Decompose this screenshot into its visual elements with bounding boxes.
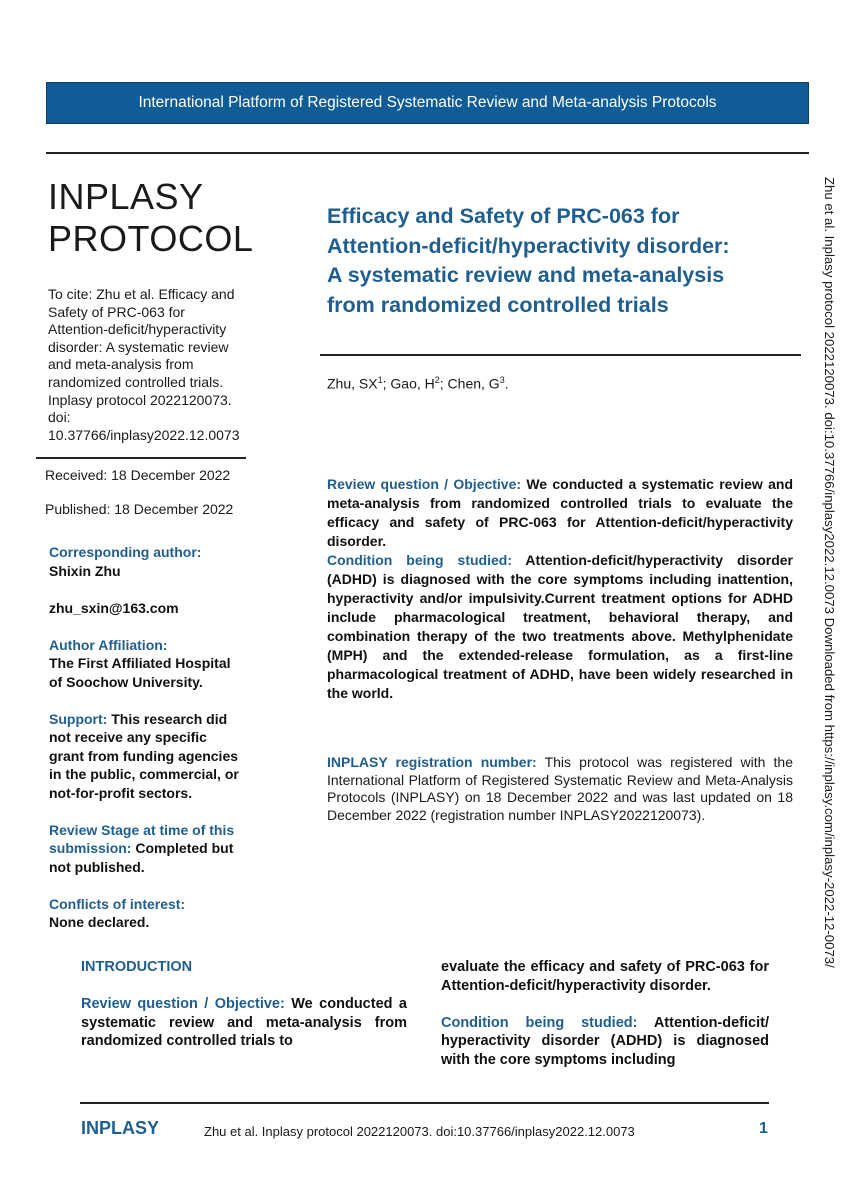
objective-text: We conducted a systematic review and meta-analysis from randomized controlled trials to evaluate the efficacy and safety of PRC-063 for Attention-deficit/hyperactivity disorder. xyxy=(327,476,793,549)
intro-objective-text: We conducted a systematic review and meta-analysis from randomized controlled trials to xyxy=(81,996,407,1049)
intro-condition-text: Attention-deficit/ hyperactivity disorder (ADHD) is diagnosed with the core symptoms including xyxy=(441,1014,769,1068)
abstract-condition xyxy=(327,551,793,703)
abstract-summary xyxy=(327,475,793,703)
affiliation-label: Author Affiliation: xyxy=(49,636,168,653)
affiliation-line: The First Affiliated Hospital xyxy=(49,655,231,671)
sidebar-text[interactable]: Zhu et al. Inplasy protocol 2022120073. doi:10.37766/inplasy2022.12.0073 Downloaded from https://inplasy.com/inplasy-2022-12-0073/ xyxy=(822,177,837,968)
citation-line: randomized controlled trials. xyxy=(48,373,224,390)
citation-line: disorder: A systematic review xyxy=(48,338,229,355)
support-statement xyxy=(49,710,269,729)
citation-line: and meta-analysis from xyxy=(48,356,194,373)
brand-title xyxy=(48,176,253,260)
affiliation-mark: 1 xyxy=(377,375,383,385)
intro-condition xyxy=(441,1014,769,1070)
registration-block xyxy=(327,754,793,824)
support-line: not-for-profit sectors. xyxy=(49,784,193,801)
citation-doi-link[interactable]: 10.37766/inplasy2022.12.0073 xyxy=(48,426,240,443)
title-line: Attention-deficit/hyperactivity disorder: xyxy=(327,233,730,258)
published-date: Published: 18 December 2022 xyxy=(45,501,234,517)
citation-line: doi: xyxy=(48,409,71,426)
introduction-heading: INTRODUCTION xyxy=(81,959,193,975)
page-number: 1 xyxy=(759,1120,768,1137)
registration-text: This protocol was registered with the International Platform of Registered Systematic Review and Meta-Analysis Protocols (INPLASY) on 18 December 2022 and was last updated on 18 December 2022 (registration number INPLASY2022120073). xyxy=(327,754,793,823)
support-label: Support: xyxy=(49,710,108,727)
review-stage-label: Review Stage at time of this xyxy=(49,821,235,838)
author-email-link[interactable]: zhu_sxin@163.com xyxy=(49,599,179,616)
paper-title xyxy=(327,202,797,320)
corresponding-author-name: Shixin Zhu xyxy=(49,562,121,579)
brand-line-2: PROTOCOL xyxy=(48,218,254,259)
footer-brand: INPLASY xyxy=(81,1118,160,1138)
title-divider xyxy=(320,354,801,356)
support-line: not receive any specific xyxy=(49,729,207,745)
download-sidebar xyxy=(819,177,839,1057)
header-banner xyxy=(46,82,809,124)
footer-divider xyxy=(80,1102,769,1104)
top-divider xyxy=(46,152,809,154)
author-list xyxy=(327,375,509,392)
introduction-column-left xyxy=(81,958,407,1051)
support-line: in the public, commercial, or xyxy=(49,766,239,782)
review-stage-statement xyxy=(49,839,269,858)
author-name: Zhu, SX xyxy=(327,375,378,392)
author-name: ; Chen, G xyxy=(439,375,500,392)
review-stage-value: Completed but xyxy=(131,840,234,856)
affiliation-mark: 2 xyxy=(434,375,440,385)
title-line: Efficacy and Safety of PRC-063 for xyxy=(327,204,680,228)
condition-text: Attention-deficit/hyperactivity disorder (ADHD) is diagnosed with the core symptoms including inattention, hyperactivity and/or impulsivity.Current treatment options for ADHD include pharmacological treatment, behavioral therapy, and combination therapy of the two treatments above. Methylphenidate (MPH) and the extended-release formulation, as a first-line pharmacological treatment of ADHD, have been widely researched in the world. xyxy=(327,552,793,701)
condition-label: Condition being studied: xyxy=(327,552,512,568)
brand-line-1: INPLASY xyxy=(48,176,204,217)
author-list-end: . xyxy=(504,375,509,392)
title-line: from randomized controlled trials xyxy=(327,292,669,317)
registration-paragraph xyxy=(327,754,793,824)
corresponding-author-label: Corresponding author: xyxy=(49,544,202,560)
intro-condition-label: Condition being studied: xyxy=(441,1014,638,1031)
citation-block xyxy=(48,286,266,444)
conflicts-value: None declared. xyxy=(49,914,150,930)
affiliation-line: of Soochow University. xyxy=(49,673,203,690)
citation-line: To cite: Zhu et al. Efficacy and xyxy=(48,286,235,302)
abstract-objective xyxy=(327,475,793,551)
footer-citation: Zhu et al. Inplasy protocol 2022120073. doi:10.37766/inplasy2022.12.0073 xyxy=(204,1124,635,1139)
title-line: A systematic review and meta-analysis xyxy=(327,263,725,287)
banner-text: International Platform of Registered Systematic Review and Meta-analysis Protocols xyxy=(138,94,717,111)
conflicts-label: Conflicts of interest: xyxy=(49,895,186,912)
review-stage-label-end: submission: xyxy=(49,840,132,856)
dates-block xyxy=(45,467,233,518)
citation-line: Attention-deficit/hyperactivity xyxy=(48,321,227,338)
left-divider xyxy=(36,457,246,459)
support-text: This research did xyxy=(107,710,228,727)
intro-objective xyxy=(81,995,407,1051)
objective-label: Review question / Objective: xyxy=(327,476,522,492)
review-stage-value-line: not published. xyxy=(49,858,145,875)
author-info xyxy=(49,543,269,932)
received-date: Received: 18 December 2022 xyxy=(45,467,231,483)
introduction-column-right xyxy=(441,958,769,1069)
intro-objective-label: Review question / Objective: xyxy=(81,996,285,1012)
registration-label: INPLASY registration number: xyxy=(327,754,537,770)
author-name: ; Gao, H xyxy=(382,375,435,392)
intro-continued-text: evaluate the efficacy and safety of PRC-063 for Attention-deficit/hyperactivity disorder. xyxy=(441,959,769,994)
citation-line: Inplasy protocol 2022120073. xyxy=(48,391,232,408)
citation-line: Safety of PRC-063 for xyxy=(48,303,185,320)
support-line: grant from funding agencies xyxy=(49,747,239,764)
affiliation-mark: 3 xyxy=(499,375,505,385)
